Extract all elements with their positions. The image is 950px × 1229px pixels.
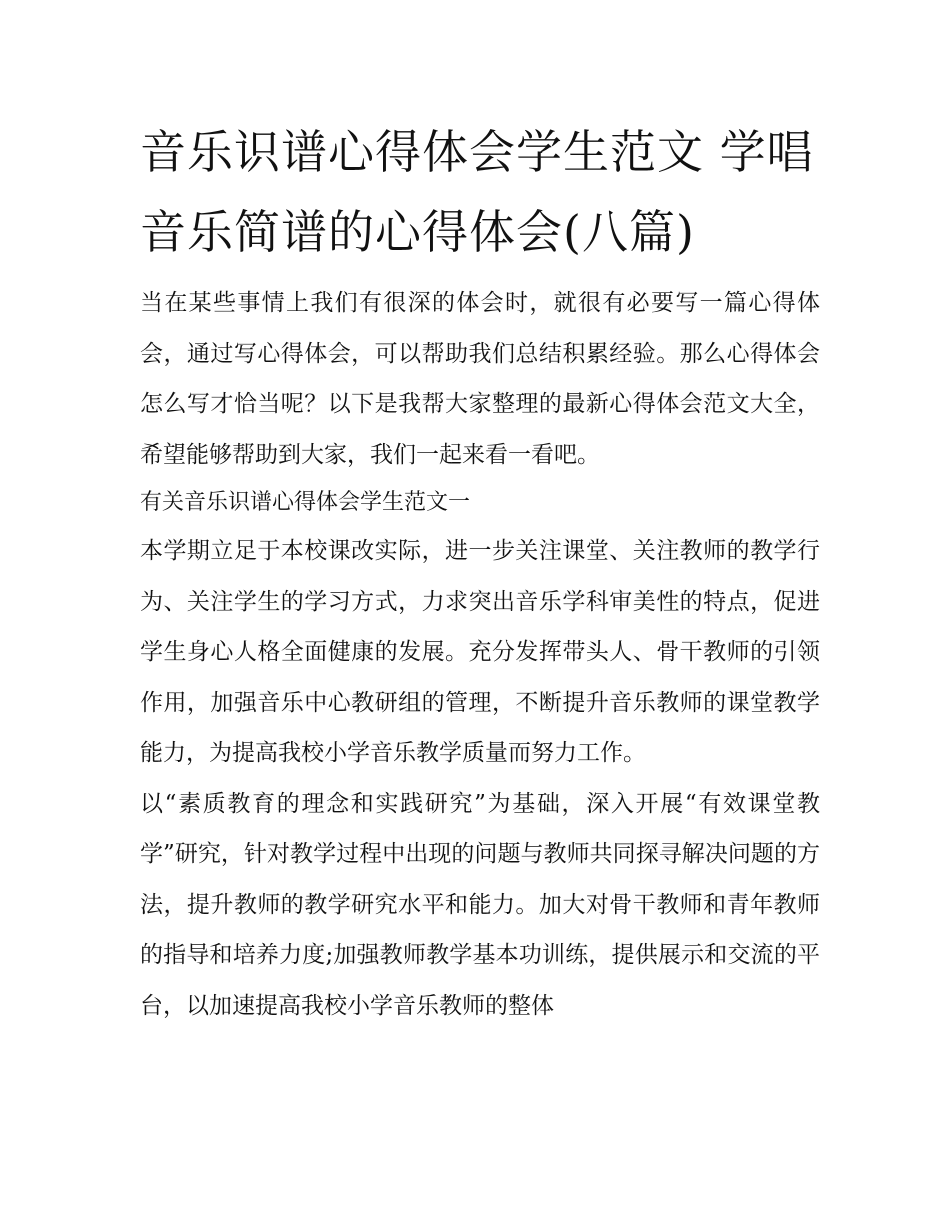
document-title: 音乐识谱心得体会学生范文 学唱音乐简谱的心得体会(八篇): [140, 125, 814, 259]
body-paragraph-2: 以“素质教育的理念和实践研究”为基础，深入开展“有效课堂教学”研究，针对教学过程中出现的问题与教师共同探寻解决问题的方法，提升教师的教学研究水平和能力。加大对骨干教师和青年教师的指导和培养力度;加强教师教学基本功训练，提供展示和交流的平台，以加速提高我校小学音乐教师的整体: [140, 790, 820, 1019]
body-paragraph-1: 本学期立足于本校课改实际，进一步关注课堂、关注教师的教学行为、关注学生的学习方式，力求突出音乐学科审美性的特点，促进学生身心人格全面健康的发展。充分发挥带头人、骨干教师的引领作用，加强音乐中心教研组的管理，不断提升音乐教师的课堂教学能力，为提高我校小学音乐教学质量而努力工作。: [140, 538, 820, 766]
section-heading: 有关音乐识谱心得体会学生范文一: [140, 490, 471, 515]
document-page: [140, 112, 820, 1031]
intro-paragraph: 当在某些事情上我们有很深的体会时，就很有必要写一篇心得体会，通过写心得体会，可以帮助我们总结积累经验。那么心得体会怎么写才恰当呢？以下是我帮大家整理的最新心得体会范文大全，希望能够帮助到大家，我们一起来看一看吧。: [140, 290, 820, 468]
